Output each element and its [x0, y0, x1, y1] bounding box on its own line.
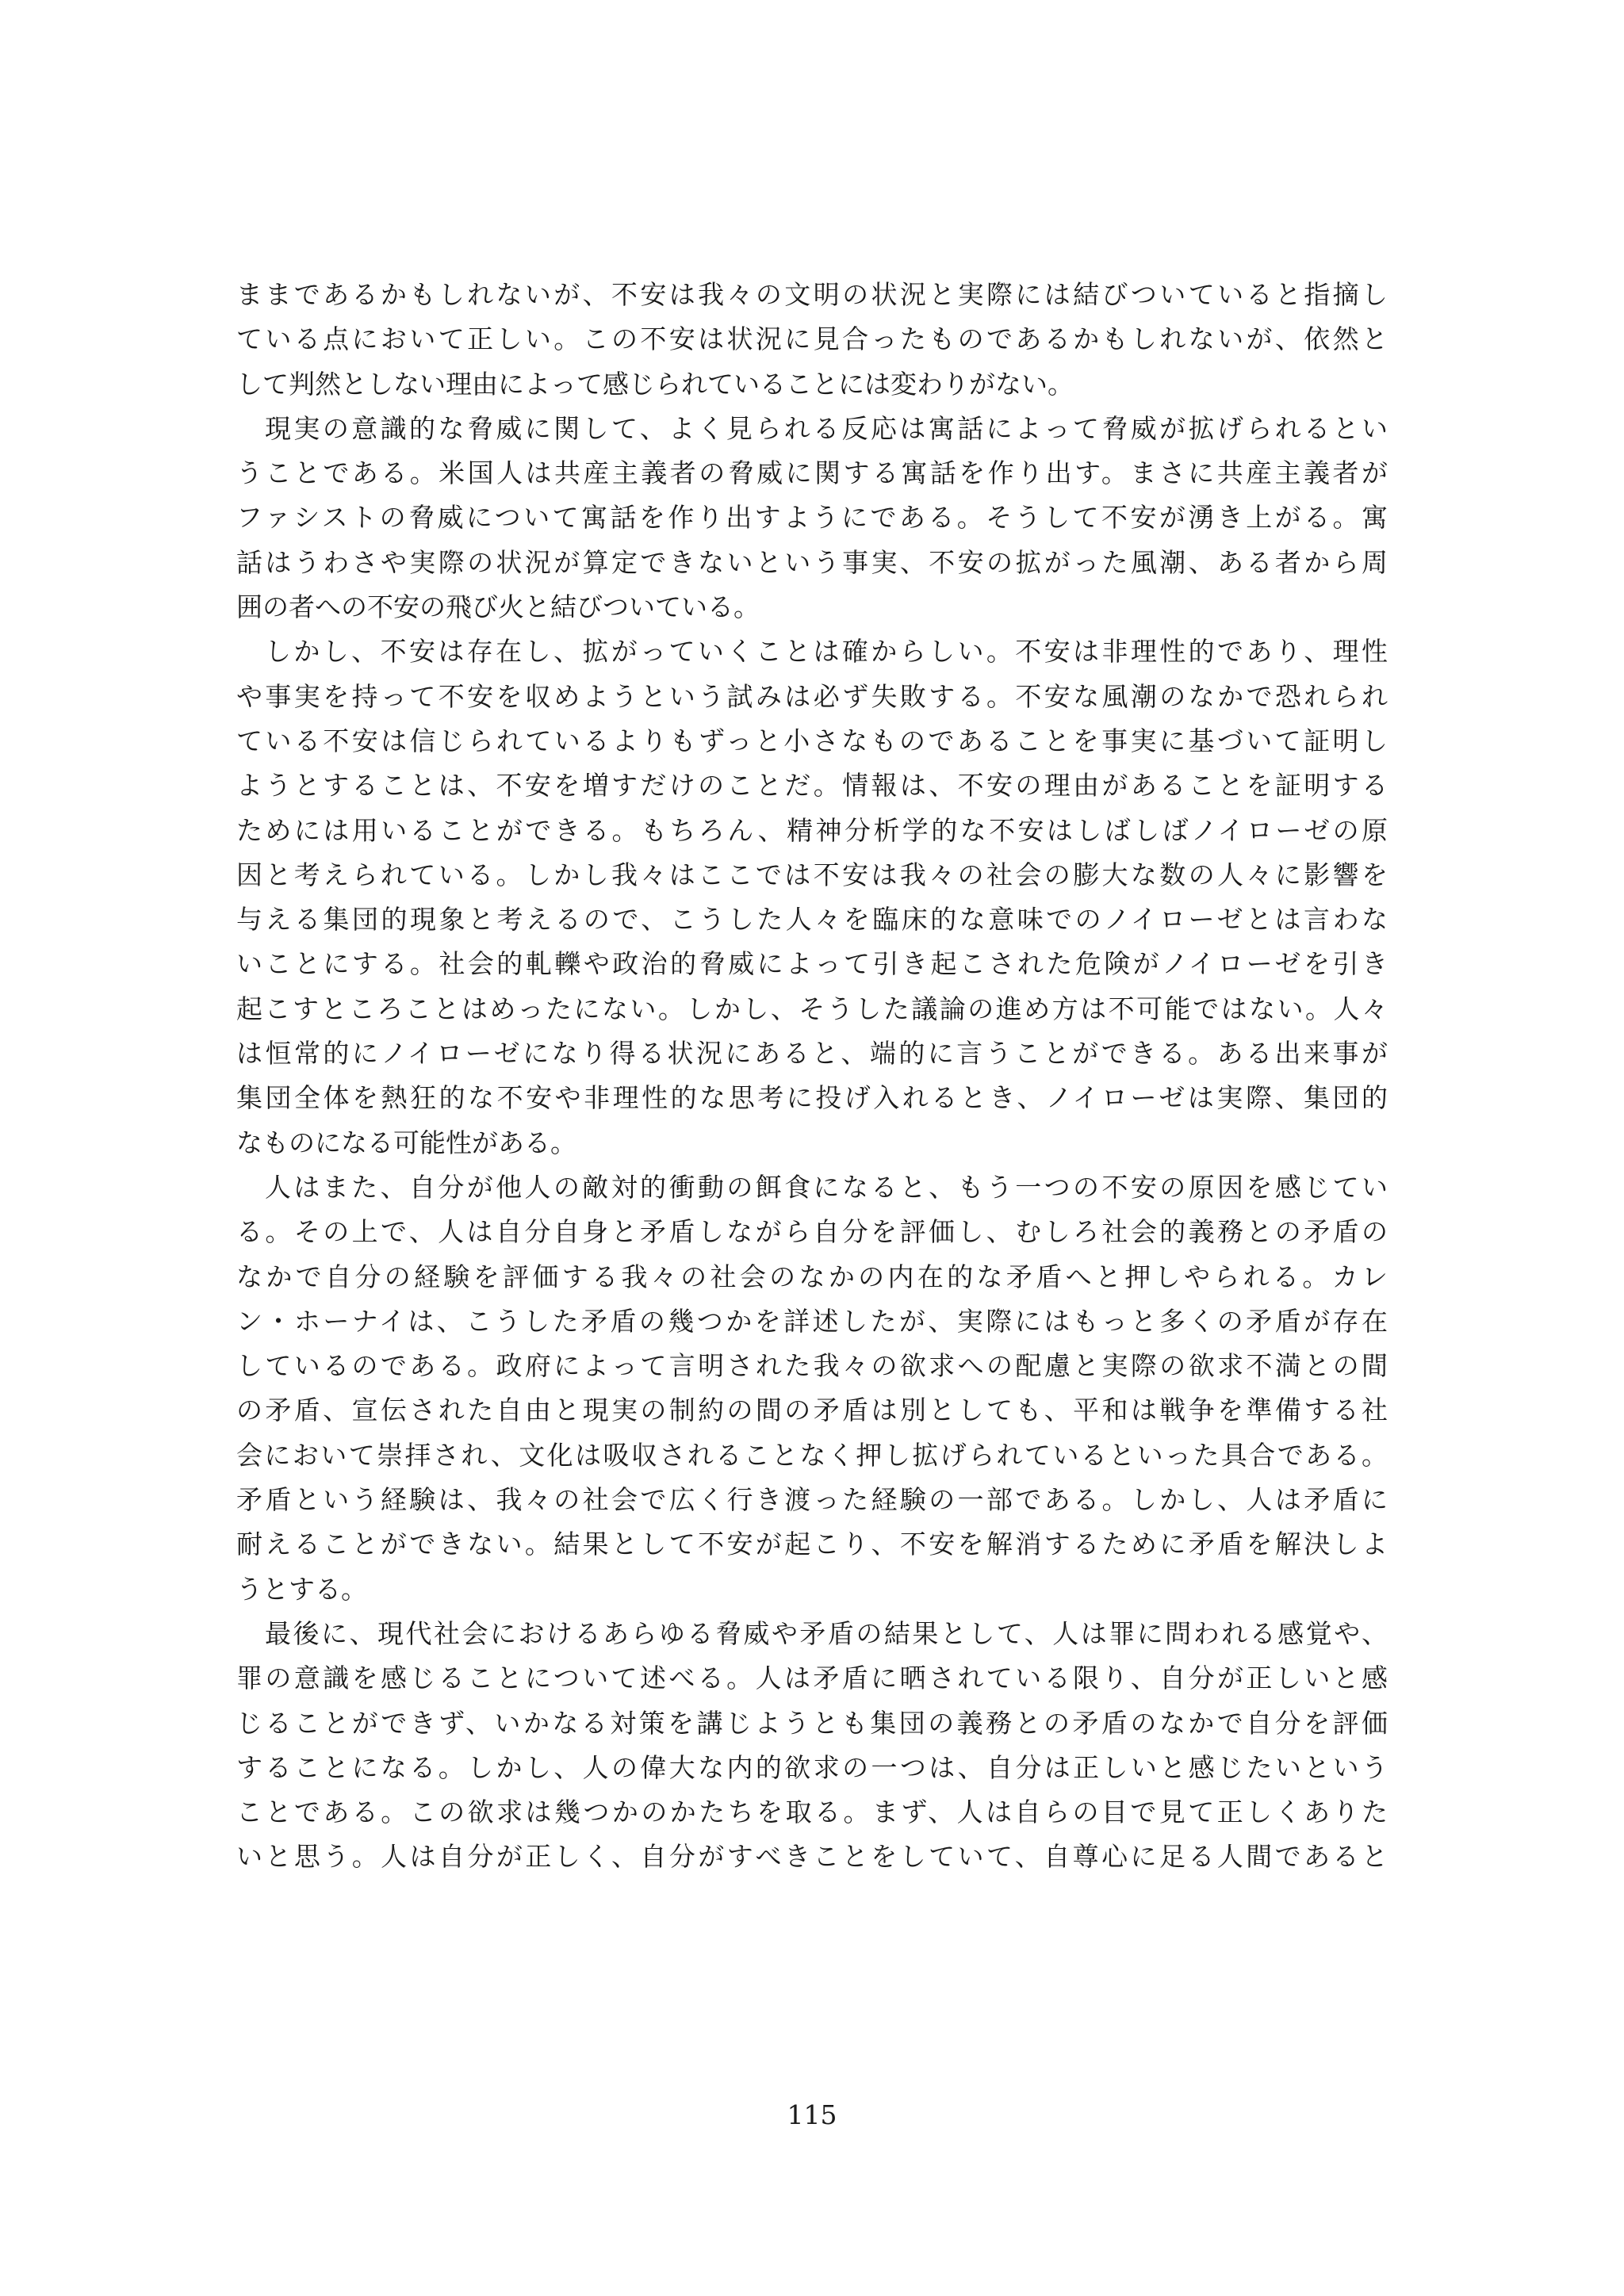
paragraph-start-line: 現実の意識的な脅威に関して、よく見られる反応は寓話によって脅威が拡げられるとい [265, 412, 1388, 444]
text-line: 因と考えられている。しかし我々はここでは不安は我々の社会の膨大な数の人々に影響を [236, 859, 1388, 890]
text-line: ままであるかもしれないが、不安は我々の文明の状況と実際には結びついていると指摘し [236, 279, 1388, 310]
text-line: いことにする。社会的軋轢や政治的脅威によって引き起こされた危険がノイローゼを引き [236, 948, 1388, 980]
paragraph-start-line: 人はまた、自分が他人の敵対的衝動の餌食になると、もう一つの不安の原因を感じてい [265, 1171, 1388, 1203]
text-line: 与える集団的現象と考えるので、こうした人々を臨床的な意味でのノイローゼとは言わな [236, 904, 1388, 936]
text-line: なものになる可能性がある。 [236, 1127, 576, 1158]
text-line: ことである。この欲求は幾つかのかたちを取る。まず、人は自らの目で見て正しくありた [236, 1797, 1388, 1828]
text-line: じることができず、いかなる対策を講じようとも集団の義務との矛盾のなかで自分を評価 [236, 1707, 1388, 1739]
text-line: ている不安は信じられているよりもずっと小さなものであることを事実に基づいて証明し [236, 725, 1388, 756]
text-line: なかで自分の経験を評価する我々の社会のなかの内在的な矛盾へと押しやられる。カレ [236, 1261, 1388, 1292]
page-number: 115 [787, 2099, 837, 2130]
text-line: 集団全体を熱狂的な不安や非理性的な思考に投げ入れるとき、ノイローゼは実際、集団的 [236, 1082, 1388, 1114]
text-line: ためには用いることができる。もちろん、精神分析学的な不安はしばしばノイローゼの原 [236, 814, 1388, 846]
text-line: ようとすることは、不安を増すだけのことだ。情報は、不安の理由があることを証明する [236, 770, 1388, 802]
paragraph-start-line: しかし、不安は存在し、拡がっていくことは確からしい。不安は非理性的であり、理性 [265, 636, 1388, 668]
paragraph-start-line: 最後に、現代社会におけるあらゆる脅威や矛盾の結果として、人は罪に問われる感覚や、 [265, 1617, 1388, 1649]
text-line: 耐えることができない。結果として不安が起こり、不安を解消するために矛盾を解決しよ [236, 1529, 1388, 1560]
text-line: 起こすところことはめったにない。しかし、そうした議論の進め方は不可能ではない。人々 [236, 993, 1388, 1024]
text-line: は恒常的にノイローゼになり得る状況にあると、端的に言うことができる。ある出来事が [236, 1038, 1388, 1070]
text-line: ン・ホーナイは、こうした矛盾の幾つかを詳述したが、実際にはもっと多くの矛盾が存在 [236, 1305, 1388, 1337]
body-text [236, 273, 1388, 1880]
text-line: ファシストの脅威について寓話を作り出すようにである。そうして不安が湧き上がる。寓 [236, 502, 1388, 534]
text-line: して判然としない理由によって感じられていることには変わりがない。 [236, 368, 1074, 400]
text-line: 話はうわさや実際の状況が算定できないという事実、不安の拡がった風潮、ある者から周 [236, 546, 1388, 578]
text-line: の矛盾、宣伝された自由と現実の制約の間の矛盾は別としても、平和は戦争を準備する社 [236, 1395, 1388, 1426]
text-line: ている点において正しい。この不安は状況に見合ったものであるかもしれないが、依然と [236, 323, 1388, 355]
text-line: る。その上で、人は自分自身と矛盾しながら自分を評価し、むしろ社会的義務との矛盾の [236, 1216, 1388, 1248]
text-line: 罪の意識を感じることについて述べる。人は矛盾に晒されている限り、自分が正しいと感 [236, 1663, 1388, 1694]
text-line: や事実を持って不安を収めようという試みは必ず失敗する。不安な風潮のなかで恐れられ [236, 680, 1388, 712]
text-line: うとする。 [236, 1573, 367, 1605]
text-line: うことである。米国人は共産主義者の脅威に関する寓話を作り出す。まさに共産主義者が [236, 457, 1388, 489]
text-line: 会において崇拝され、文化は吸収されることなく押し拡げられているといった具合である。 [236, 1439, 1388, 1471]
text-line: いと思う。人は自分が正しく、自分がすべきことをしていて、自尊心に足る人間であると [236, 1841, 1388, 1873]
text-line: 矛盾という経験は、我々の社会で広く行き渡った経験の一部である。しかし、人は矛盾に [236, 1484, 1388, 1516]
text-line: 囲の者への不安の飛び火と結びついている。 [236, 591, 760, 623]
text-line: することになる。しかし、人の偉大な内的欲求の一つは、自分は正しいと感じたいという [236, 1751, 1388, 1783]
text-line: しているのである。政府によって言明された我々の欲求への配慮と実際の欲求不満との間 [236, 1350, 1388, 1382]
